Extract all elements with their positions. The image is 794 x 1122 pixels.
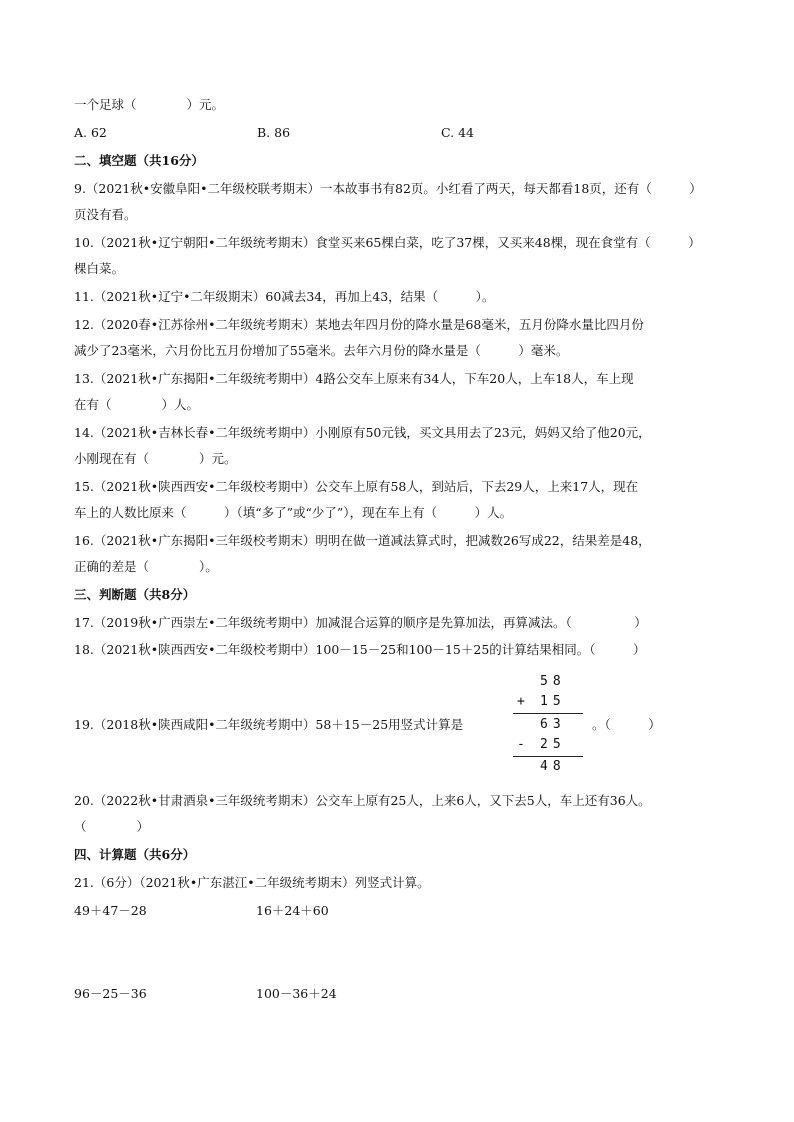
q8-tail: 一个足球（ ）元。	[74, 97, 225, 112]
q14-line-1: 14.（2021秋•吉林长春•二年级统考期中）小刚原有50元钱，买文具用去了23元，妈妈又给了他20元，	[74, 425, 651, 440]
q13-line-2: 在有（ ）人。	[74, 397, 200, 412]
q12-line-1: 12.（2020春•江苏徐州•二年级统考期末）某地去年四月份的降水量是68毫米，五月份降水量比四月份	[74, 317, 644, 332]
q8-option-b: B. 86	[257, 125, 291, 140]
vertical-divider-1	[513, 713, 583, 714]
q18: 18.（2021秋•陕西西安•二年级校考期中）100－15－25和100－15＋25的计算结果相同。（ ）	[74, 642, 646, 657]
vertical-row-3	[513, 715, 583, 735]
vertical-number-63: 63	[540, 717, 566, 732]
calc-expression-3: 96－25－36	[74, 986, 147, 1001]
vertical-row-5	[513, 757, 583, 777]
q15-line-1: 15.（2021秋•陕西西安•二年级校考期中）公交车上原有58人，到站后，下去29人，上来17人，现在	[74, 479, 639, 494]
q11-line-1: 11.（2021秋•辽宁•二年级期末）60减去34，再加上43，结果（ ）。	[74, 289, 495, 304]
q8-option-c: C. 44	[441, 125, 474, 140]
q20-line-1: 20.（2022秋•甘肃酒泉•三年级统考期末）公交车上原有25人，上来6人，又下去5人，车上还有36人。	[74, 793, 651, 808]
vertical-number-58: 58	[540, 674, 566, 689]
vertical-row-2	[513, 692, 583, 712]
calc-expression-2: 16＋24＋60	[256, 903, 329, 918]
plus-sign: +	[517, 694, 525, 709]
q16-line-1: 16.（2021秋•广东揭阳•三年级校考期末）明明在做一道减法算式时，把减数26写成22，结果差是48，	[74, 533, 651, 548]
q13-line-1: 13.（2021秋•广东揭阳•二年级统考期中）4路公交车上原来有34人，下车20人，上车18人，车上现	[74, 371, 634, 386]
q8-options	[74, 124, 494, 142]
q14-line-2: 小刚现在有（ ）元。	[74, 451, 237, 466]
vertical-number-48: 48	[540, 759, 566, 774]
section-heading-fill-in: 二、填空题（共16分）	[74, 153, 204, 168]
q19-vertical-calculation	[513, 672, 583, 776]
q20-line-2: （ ）	[74, 819, 150, 834]
q19-text: 19.（2018秋•陕西咸阳•二年级统考期中）58＋15－25用竖式计算是	[74, 717, 464, 732]
q12-line-2: 减少了23毫米，六月份比五月份增加了55毫米。去年六月份的降水量是（ ）毫米。	[74, 343, 569, 358]
calc-expression-4: 100－36＋24	[256, 986, 337, 1001]
q8-option-a: A. 62	[74, 125, 107, 140]
section-heading-calculation: 四、计算题（共6分）	[74, 847, 196, 862]
q21: 21.（6分）（2021秋•广东湛江•二年级统考期末）列竖式计算。	[74, 875, 430, 890]
calc-expression-1: 49＋47－28	[74, 903, 147, 918]
q9-line-2: 页没有看。	[74, 207, 137, 222]
q15-line-2: 车上的人数比原来（ ）（填“多了”或“少了”），现在车上有（ ）人。	[74, 505, 513, 520]
q9-line-1: 9.（2021秋•安徽阜阳•二年级校联考期末）一本故事书有82页。小红看了两天，每天都看18页，还有（ ）	[74, 181, 702, 196]
q16-line-2: 正确的差是（ ）。	[74, 559, 218, 574]
vertical-row-4	[513, 735, 583, 755]
vertical-number-15: 15	[540, 694, 566, 709]
vertical-number-25: 25	[540, 737, 566, 752]
q10-line-1: 10.（2021秋•辽宁朝阳•二年级统考期末）食堂买来65棵白菜，吃了37棵，又买来48棵，现在食堂有（ ）	[74, 235, 701, 250]
vertical-row-1	[513, 672, 583, 692]
section-heading-true-false: 三、判断题（共8分）	[74, 587, 196, 602]
q17: 17.（2019秋•广西崇左•二年级统考期中）加减混合运算的顺序是先算加法，再算减法。（ ）	[74, 615, 647, 630]
q19-answer-bracket: 。（ ）	[592, 717, 661, 732]
q10-line-2: 棵白菜。	[74, 261, 125, 276]
minus-sign: -	[517, 737, 525, 752]
